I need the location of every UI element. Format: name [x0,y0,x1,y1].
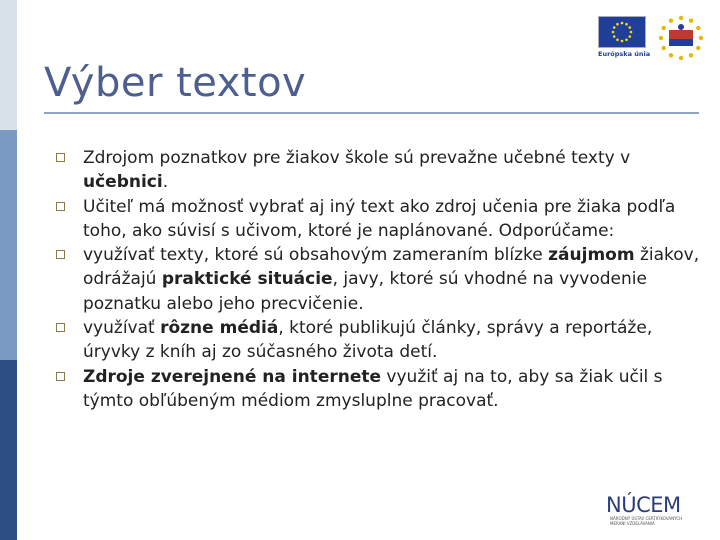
bold-text: učebnici [83,172,163,193]
bold-text: rôzne médiá [160,318,279,339]
text-segment: . [162,172,169,193]
list-item-text [83,148,630,192]
nucem-name: NÚCEM [606,493,681,517]
esf-logo-icon [657,14,705,62]
eu-flag-icon [598,16,646,48]
text-segment: , javy, ktoré sú vhodné na vyvodenie poznatku alebo jeho precvičenie. [83,269,647,314]
nucem-subtitle-2: MERANÍ VZDELÁVANIA [610,521,655,526]
list-item [56,195,706,244]
list-item-text [83,197,675,241]
text-segment: , ktoré publikujú články, správy a reportáže, úryvky z kníh aj zo súčasného života detí. [83,318,653,363]
list-item [56,243,706,316]
square-bullet-icon [56,153,65,162]
square-bullet-icon [56,202,65,211]
text-segment: využiť aj na to, aby sa žiak učil s týmto obľúbeným médiom zmysluplne pracovať. [83,366,663,411]
bold-text: praktické situácie [161,269,333,290]
square-bullet-icon [56,323,65,332]
list-item [56,365,706,414]
page-title: Výber textov [44,60,307,106]
list-item-text [83,367,663,411]
list-item-text [83,318,652,362]
bold-text: Zdroje zverejnené na internete [83,366,382,387]
text-segment: žiakov, odrážajú [83,245,700,290]
text-segment: Zdrojom poznatkov pre žiakov škole sú prevažne učebné texty v [83,148,631,168]
nucem-logo [606,494,686,530]
eu-logo [598,16,651,62]
bold-text: záujmom [548,245,635,266]
list-item-text [83,245,699,314]
square-bullet-icon [56,250,65,259]
text-segment: využívať texty, ktoré sú obsahovým zameraním blízke [83,245,549,266]
list-item [56,316,706,365]
bullet-list [56,146,706,413]
title-divider [44,112,699,114]
accent-bar-bottom [0,360,17,540]
accent-bar-top [0,0,17,130]
eu-label: Európska únia [598,50,651,58]
list-item [56,146,706,195]
text-segment: využívať [83,318,161,339]
square-bullet-icon [56,372,65,381]
nucem-subtitle-1: NÁRODNÝ ÚSTAV CERTIFIKOVANÝCH [610,516,683,521]
accent-bar-middle [0,130,17,360]
text-segment: Učiteľ má možnosť vybrať aj iný text ako zdroj učenia pre žiaka podľa toho, ako súvisí s učivom, ktoré je naplánované. Odporúčame: [83,196,676,241]
